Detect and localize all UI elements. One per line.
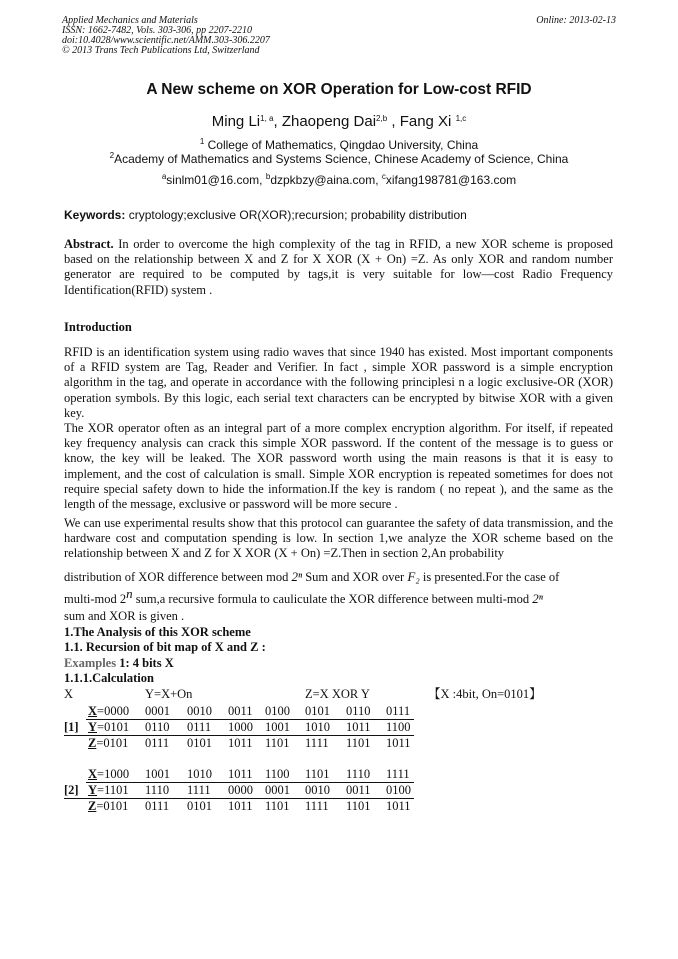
table-cell: 0110 [346, 704, 371, 718]
group-label: [1] [64, 720, 79, 734]
table-cell: 0111 [187, 720, 212, 734]
email: dzpkbzy@aina.com, [270, 173, 382, 187]
table-cell: 1101 [265, 799, 290, 813]
examples-text: 1: 4 bits X [116, 656, 174, 670]
col-header-y: Y=X+On [145, 687, 193, 701]
intro-text: sum,a recursive formula to cauliculate the XOR difference between multi-mod [132, 592, 533, 606]
keywords-text: cryptology;exclusive OR(XOR);recursion; probability distribution [125, 208, 467, 222]
table-cell: =0101 [96, 799, 129, 813]
table-cell: 0111 [386, 704, 411, 718]
table-cell: =1000 [97, 767, 130, 781]
email: xifang198781@163.com [385, 173, 517, 187]
group-label: [2] [64, 783, 79, 797]
affil-text: College of Mathematics, Qingdao University, China [204, 138, 479, 152]
table-cell: 1111 [386, 767, 410, 781]
author-separator: , [273, 113, 282, 130]
table-cell: =0101 [96, 736, 129, 750]
author-affil-sup: 1, a [260, 114, 274, 123]
author-name: Ming Li [211, 113, 261, 130]
paper-title: A New scheme on XOR Operation for Low-cost RFID [146, 81, 532, 98]
table-cell: 1101 [305, 767, 330, 781]
email: sinlm01@16.com, [166, 173, 266, 187]
table-cell: 1110 [145, 783, 170, 797]
table-cell: 0111 [145, 736, 170, 750]
table-cell: 1001 [265, 720, 290, 734]
table-cell: 0001 [145, 704, 170, 718]
table-cell: 1011 [386, 799, 411, 813]
affil-sup: 2 [109, 151, 115, 160]
intro-paragraph-1: RFID is an identification system using radio waves that since 1940 has existed. Most important components of a RFID system are Tag, Reader and Verifier. In fact , simple XOR password is a simple encryption algorithm in the tag, and operate in accordance with the following principlesi n a logic exclusive-OR (XOR) operation symbols. By this logic, each serial text characters can be encrypted by bitwise XOR with a given key. [64, 345, 613, 420]
intro-text: Sum and XOR over [302, 570, 408, 584]
author-name: Zhaopeng Dai [281, 113, 377, 130]
table-cell: 1011 [228, 736, 253, 750]
table-cell: 0001 [265, 783, 290, 797]
table-cell: 0101 [187, 799, 212, 813]
section-heading-1-1: 1.1. Recursion of bit map of X and Z : [64, 640, 266, 654]
table-cell: 0110 [145, 720, 170, 734]
table-cell: 0101 [305, 704, 330, 718]
col-header-z: Z=X XOR Y [305, 687, 370, 701]
table-cell: 1111 [305, 799, 329, 813]
table-cell: 0100 [265, 704, 290, 718]
journal-name: Applied Mechanics and Materials [62, 15, 198, 26]
section-heading-1: 1.The Analysis of this XOR scheme [64, 625, 251, 639]
table-cell: 1011 [228, 799, 253, 813]
issn-line: ISSN: 1662-7482, Vols. 303-306, pp 2207-2210 [62, 25, 252, 36]
author-separator: , [387, 113, 400, 130]
row-key: Y [88, 720, 98, 734]
examples-label: Examples [64, 656, 117, 670]
online-date: Online: 2013-02-13 [536, 15, 616, 26]
affil-sup: 1 [199, 137, 205, 146]
table-cell: 1101 [265, 736, 290, 750]
email-sup: c [381, 172, 386, 181]
intro-paragraph-2: The XOR operator often as an integral part of a more complex encryption algorithm. For itself, if repeated key frequency analysis can crack this simple XOR password. If the content of the message is to guess or know, the key will be leaked. The XOR password worth using the main reasons is that it is easy to implement, and the cost of calculation is small. Simple XOR encryption is repeated sometimes for does not require special safety down to hide the information.If the key is random ( no repeat ), and the same as the length of the message, exclusive or password will be more secure . [64, 421, 613, 512]
email-sup: b [265, 172, 271, 181]
table-cell: 1101 [346, 736, 371, 750]
table-cell: 0100 [386, 783, 411, 797]
table-cell: 1000 [228, 720, 253, 734]
introduction-heading: Introduction [64, 320, 132, 334]
abstract-label: Abstract. [64, 237, 114, 251]
formula-2-pow-n: 2ⁿ [532, 591, 543, 606]
row-key: Y [88, 783, 98, 797]
row-key: Z [88, 799, 97, 813]
table-cell: 1010 [187, 767, 212, 781]
author-affil-sup: 1,c [455, 114, 467, 123]
formula-sup-n: n [126, 586, 133, 601]
row-key: X [88, 704, 98, 718]
row-key: X [88, 767, 98, 781]
doi-line: doi:10.4028/www.scientific.net/AMM.303-306.2207 [62, 35, 270, 46]
table-cell: 1011 [346, 720, 371, 734]
intro-paragraph-3: We can use experimental results show that this protocol can guarantee the safety of data transmission, and the hardware cost and computation spending is low. In section 1,we analyze the XOR scheme based on the relationship between X and Z for X XOR (X + On) =Z.Then in section 2,An probability [64, 516, 613, 561]
formula-f2: F₂ [407, 569, 420, 584]
table-cell: 0010 [305, 783, 330, 797]
table-cell: 1111 [187, 783, 211, 797]
table-cell: 1110 [346, 767, 371, 781]
table-cell: 1111 [305, 736, 329, 750]
table-cell: 0011 [228, 704, 253, 718]
table-cell: 1011 [228, 767, 253, 781]
abstract-text: In order to overcome the high complexity of the tag in RFID, a new XOR scheme is proposed based on the relationship between X and Z for X XOR (X + On) =Z. As only XOR and random number generator are required to be computed by tags,it is very suitable for low—cost Radio Frequency Identification(RFID) system . [64, 237, 613, 297]
table-cell: 0011 [346, 783, 371, 797]
table-cell: 1001 [145, 767, 170, 781]
table-note: 【X :4bit, On=0101】 [428, 687, 542, 701]
intro-line: sum and XOR is given . [64, 609, 185, 623]
copyright-line: © 2013 Trans Tech Publications Ltd, Switzerland [62, 45, 260, 56]
formula-2-pow-n: 2ⁿ [291, 569, 303, 584]
intro-text: distribution of XOR difference between mod [64, 570, 292, 584]
table-cell: 1100 [386, 720, 411, 734]
keywords-label: Keywords: [64, 208, 126, 222]
affil-text: Academy of Mathematics and Systems Science, Chinese Academy of Science, China [114, 152, 569, 166]
table-cell: 0111 [145, 799, 170, 813]
table-cell: 0000 [228, 783, 253, 797]
table-cell: 1011 [386, 736, 411, 750]
intro-text: is presented.For the case of [419, 570, 560, 584]
author-affil-sup: 2,b [376, 114, 388, 123]
table-cell: =1101 [97, 783, 129, 797]
row-key: Z [88, 736, 97, 750]
table-cell: 0010 [187, 704, 212, 718]
table-cell: =0000 [97, 704, 130, 718]
table-cell: 1010 [305, 720, 330, 734]
intro-text: multi-mod 2 [64, 592, 127, 606]
author-name: Fang Xi [399, 113, 456, 130]
table-cell: 0101 [187, 736, 212, 750]
table-cell: 1101 [346, 799, 371, 813]
section-heading-1-1-1: 1.1.1.Calculation [64, 671, 154, 685]
table-cell: 1100 [265, 767, 290, 781]
col-header-x: X [64, 687, 74, 701]
email-sup: a [161, 172, 167, 181]
table-cell: =0101 [97, 720, 130, 734]
